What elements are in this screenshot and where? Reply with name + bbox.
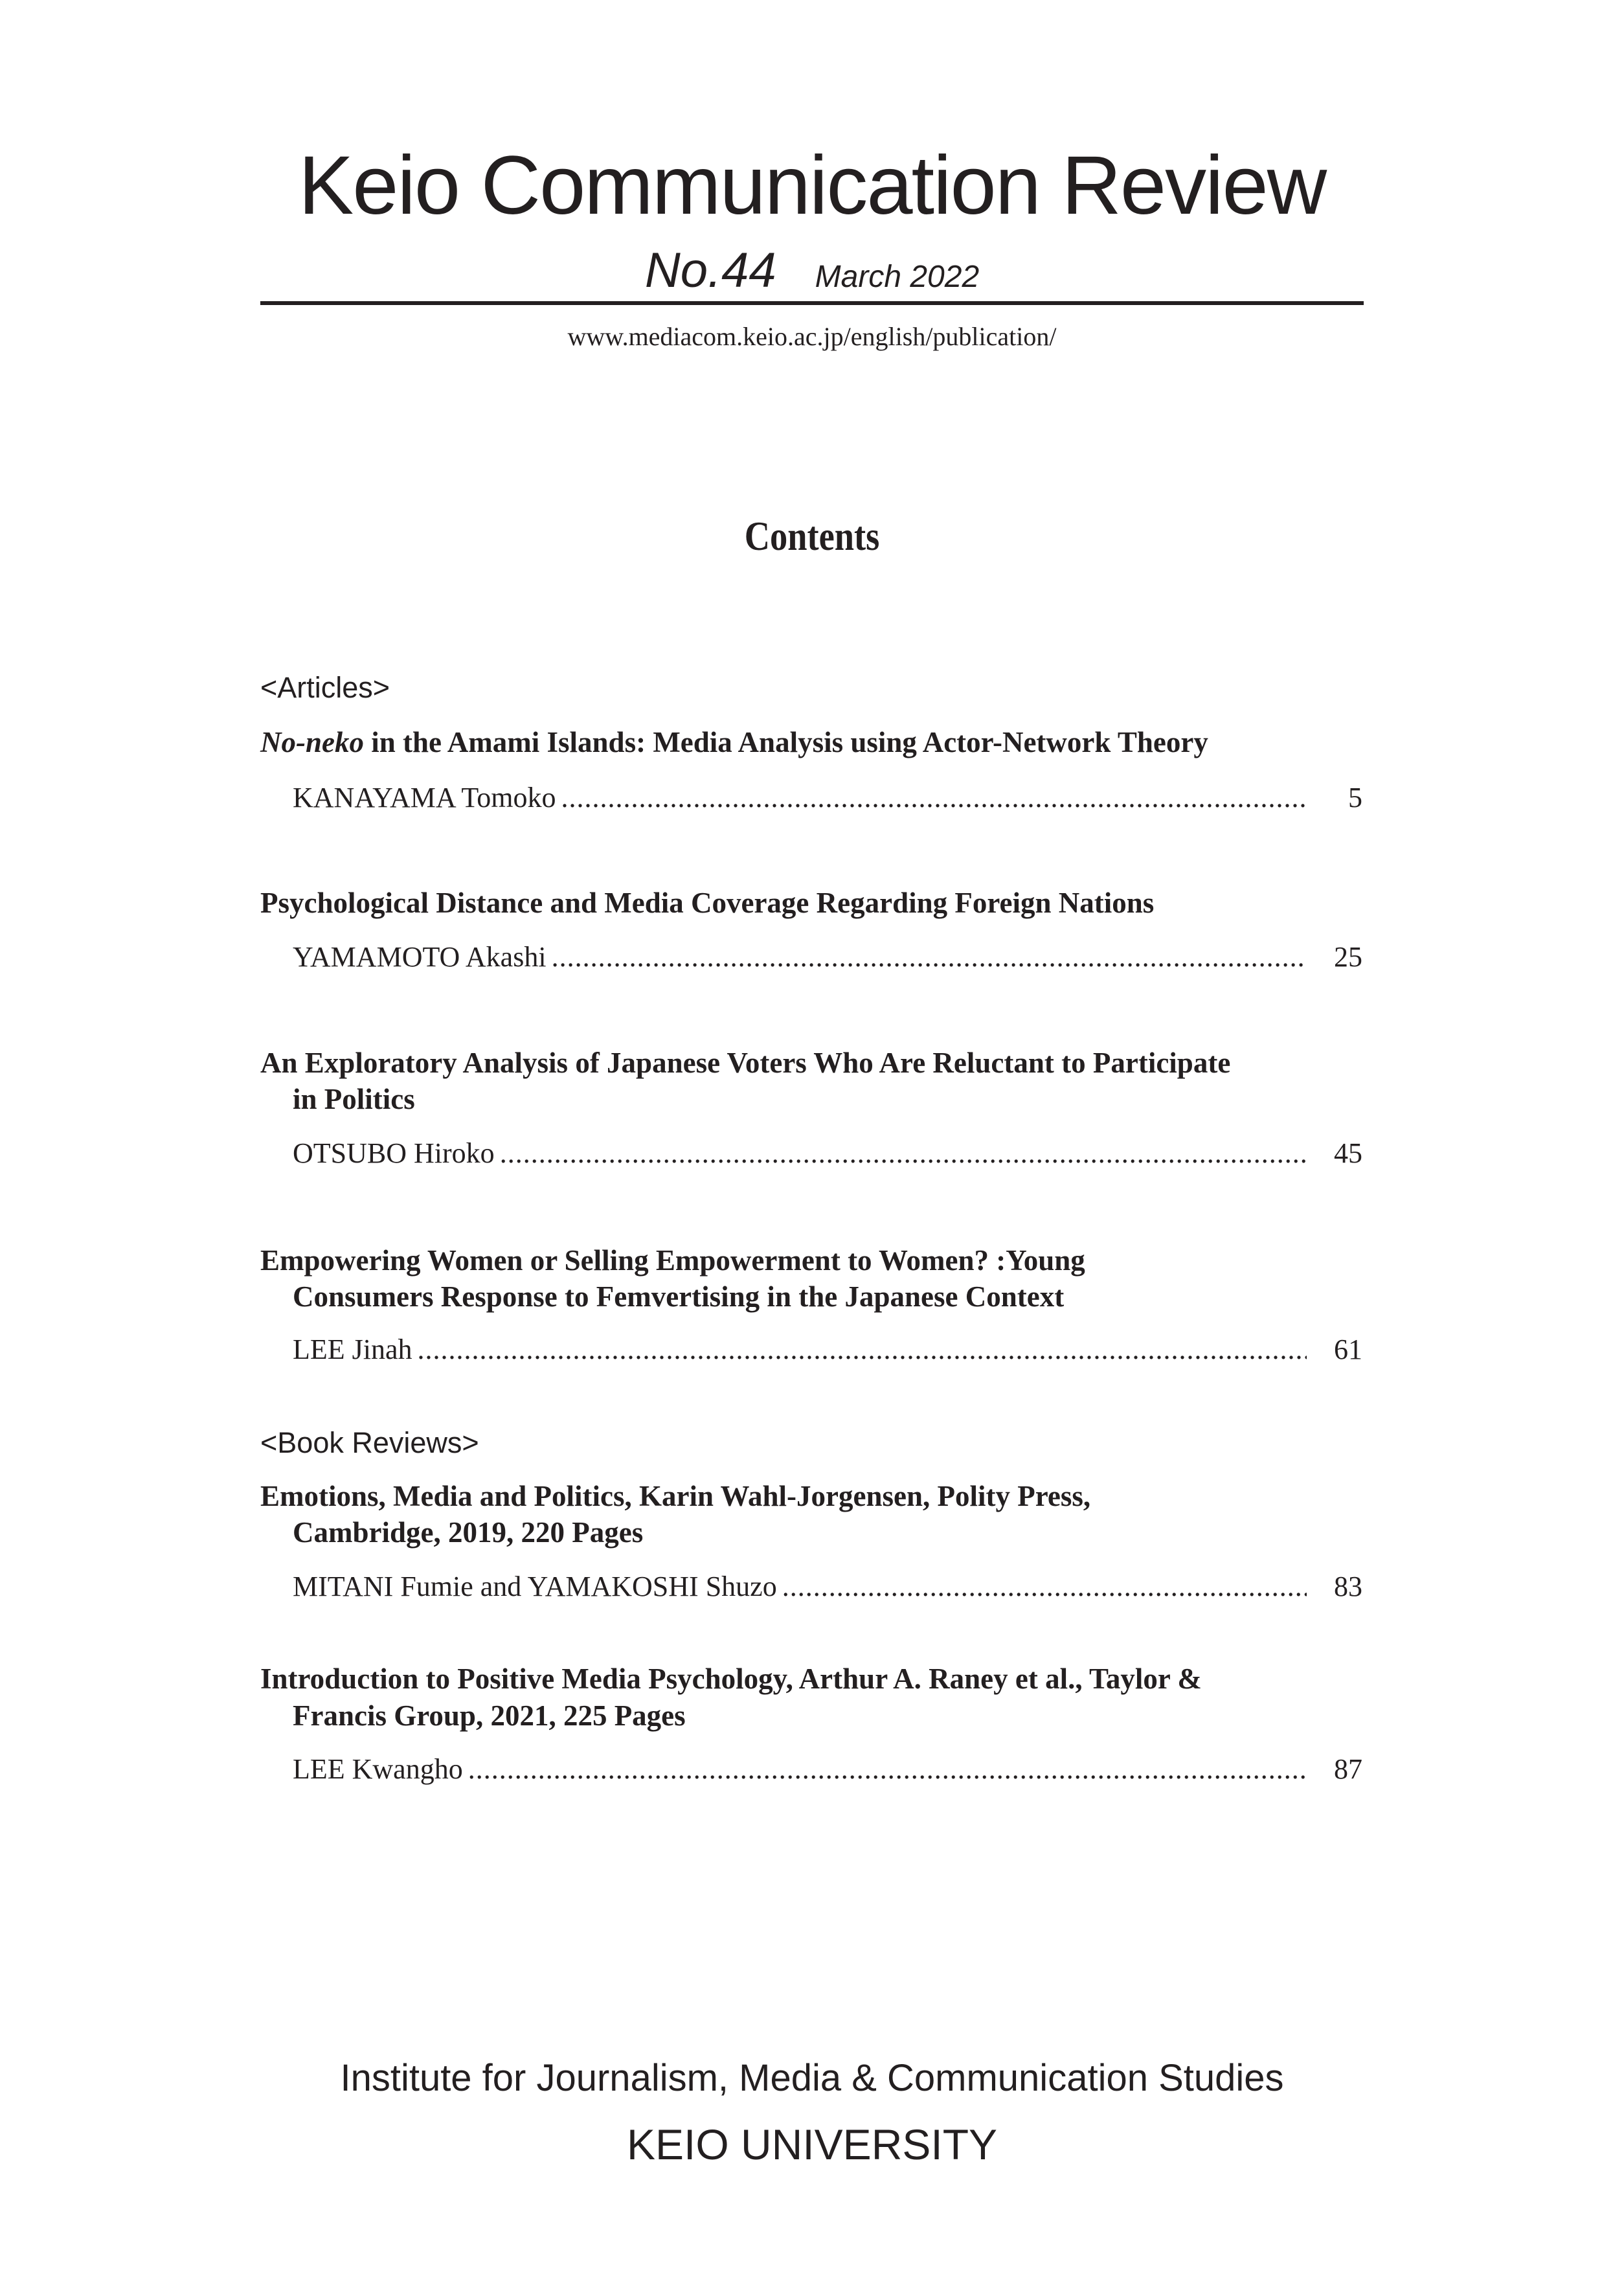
entry-author: OTSUBO Hiroko: [293, 1137, 495, 1169]
dot-leader: [500, 1135, 1307, 1172]
entry-title: Emotions, Media and Politics, Karin Wahl-Jorgensen, Polity Press,: [260, 1480, 1091, 1512]
entry-title: Psychological Distance and Media Coverage Regarding Foreign Nations: [260, 887, 1155, 919]
issue-number: No.44: [644, 243, 776, 298]
section-label-articles: <Articles>: [260, 671, 390, 704]
entry-page: 5: [1348, 782, 1362, 813]
entry-title: Empowering Women or Selling Empowerment to Women? :Young: [260, 1244, 1085, 1277]
entry-author: MITANI Fumie and YAMAKOSHI Shuzo: [293, 1571, 777, 1602]
header-rule: [260, 301, 1364, 305]
entry-author-line: [293, 1751, 1362, 1788]
entry-title-italic: No-neko: [260, 726, 364, 758]
footer-university: KEIO UNIVERSITY: [626, 2120, 998, 2168]
entry-title: [260, 724, 1208, 760]
dot-leader: [561, 780, 1307, 816]
entry-title-continued: Francis Group, 2021, 225 Pages: [293, 1699, 686, 1732]
entry-page: 45: [1334, 1137, 1362, 1169]
contents-heading: Contents: [744, 513, 880, 559]
entry-page: 61: [1334, 1334, 1362, 1365]
dot-leader: [468, 1751, 1307, 1788]
journal-title: Keio Communication Review: [298, 139, 1326, 232]
entry-title: Introduction to Positive Media Psychology, Arthur A. Raney et al., Taylor &: [260, 1663, 1202, 1695]
entry-author-line: [293, 1135, 1362, 1172]
dot-leader: [552, 939, 1307, 975]
entry-title-text: in the Amami Islands: Media Analysis using Actor-Network Theory: [363, 726, 1208, 758]
entry-page: 25: [1334, 941, 1362, 973]
entry-page: 83: [1334, 1571, 1362, 1602]
footer-institute: Institute for Journalism, Media & Communication Studies: [340, 2057, 1284, 2099]
entry-author: LEE Kwangho: [293, 1753, 463, 1785]
journal-url: www.mediacom.keio.ac.jp/english/publication/: [567, 322, 1057, 351]
issue-info: [260, 245, 1364, 310]
dot-leader: [418, 1332, 1307, 1368]
entry-title-continued: in Politics: [293, 1083, 415, 1115]
issue-date: March 2022: [815, 260, 980, 294]
entry-author: YAMAMOTO Akashi: [293, 941, 547, 973]
entry-author-line: [293, 780, 1362, 816]
section-label-book-reviews: <Book Reviews>: [260, 1426, 479, 1459]
entry-author-line: [293, 939, 1362, 975]
entry-author-line: [293, 1569, 1362, 1605]
entry-page: 87: [1334, 1753, 1362, 1785]
entry-title-continued: Consumers Response to Femvertising in the Japanese Context: [293, 1280, 1065, 1313]
entry-title-continued: Cambridge, 2019, 220 Pages: [293, 1516, 644, 1549]
entry-author: LEE Jinah: [293, 1334, 412, 1365]
entry-author: KANAYAMA Tomoko: [293, 782, 556, 813]
entry-title: An Exploratory Analysis of Japanese Voters Who Are Reluctant to Participate: [260, 1047, 1231, 1079]
dot-leader: [782, 1569, 1307, 1605]
entry-author-line: [293, 1332, 1362, 1368]
